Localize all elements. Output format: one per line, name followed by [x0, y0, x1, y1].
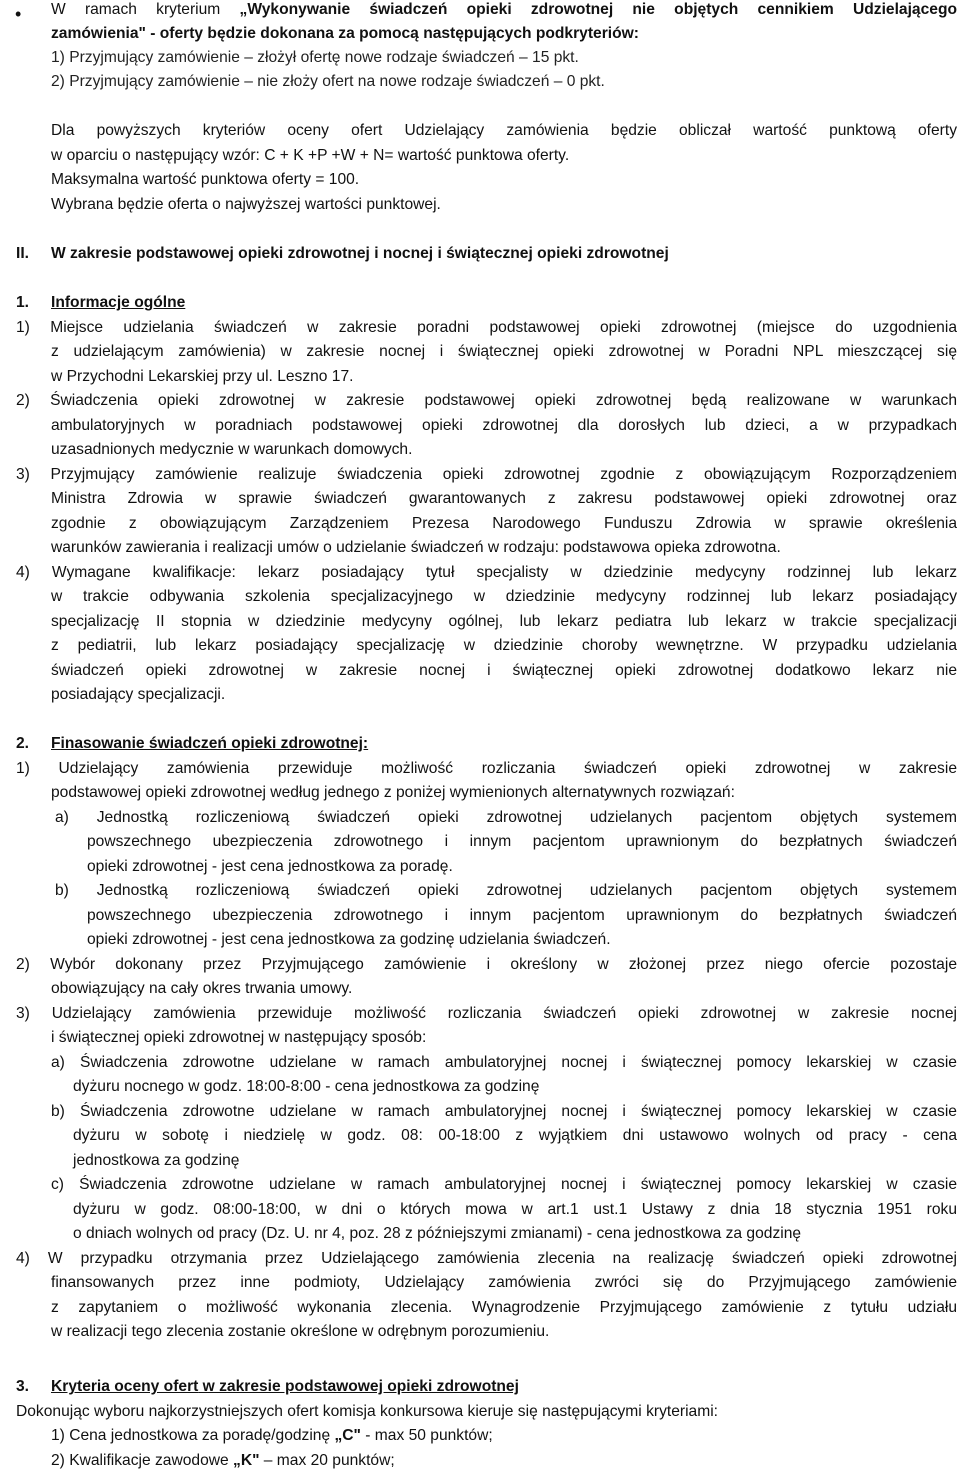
general-info-4-line6: posiadający specjalizacji.: [51, 686, 226, 703]
subsection-number-3: 3.: [16, 1378, 30, 1395]
subsection-title-general-info: Informacje ogólne: [51, 294, 186, 311]
general-info-1-line2: z udzielającym zamówienia) w zakresie nocnej i świątecznej opieki zdrowotnej w Poradni NPL mieszczącej się: [51, 343, 957, 360]
financing-1-line2: podstawowej opieki zdrowotnej według jednego z poniżej wymienionych alternatywnych rozwiązań:: [51, 784, 735, 801]
financing-3-line1: 3) Udzielający zamówienia przewiduje możliwość rozliczania świadczeń opieki zdrowotnej w zakresie nocnej: [16, 1005, 957, 1022]
subsection-title-financing: Finasowanie świadczeń opieki zdrowotnej:: [51, 735, 369, 752]
general-info-1-line3: w Przychodni Lekarskiej przy ul. Leszno 17.: [51, 368, 354, 385]
financing-3a-line2: dyżuru nocnego w godz. 18:00-8:00 - cena jednostkowa za godzinę: [73, 1078, 540, 1095]
scoring-text-line2: w oparciu o następujący wzór: C + K +P +W + N= wartość punktowa oferty.: [51, 147, 570, 164]
general-info-4-line1: 4) Wymagane kwalifikacje: lekarz posiadający tytuł specjalisty w dziedzinie medycyny rodzinnej lub lekarz: [16, 564, 957, 581]
general-info-3-line3: zgodnie z obowiązującym Zarządzeniem Prezesa Narodowego Funduszu Zdrowia w sprawie określenia: [51, 515, 957, 532]
financing-1a-line3: opieki zdrowotnej - jest cena jednostkowa za poradę.: [87, 858, 453, 875]
max-score-text: Maksymalna wartość punktowa oferty = 100.: [51, 171, 360, 188]
scoring-text-line1: Dla powyższych kryteriów oceny ofert Udzielający zamówienia będzie obliczał wartość punktową oferty: [51, 122, 957, 139]
criterion-intro-line1: W ramach kryterium „Wykonywanie świadczeń opieki zdrowotnej nie objętych cennikiem Udzielającego: [51, 1, 957, 18]
general-info-4-line3: specjalizację II stopnia w dziedzinie medycyny ogólnej, lub lekarz pediatra lub lekarz w trakcie specjalizacji: [51, 613, 957, 630]
general-info-4-line5: świadczeń opieki zdrowotnej w zakresie nocnej i świątecznej opieki zdrowotnej dodatkowo lekarz nie: [51, 662, 957, 679]
general-info-3-line1: 3) Przyjmujący zamówienie realizuje świadczenia opieki zdrowotnej zgodnie z obowiązującym Rozporządzeniem: [16, 466, 957, 483]
financing-1a-line1: a) Jednostką rozliczeniową świadczeń opieki zdrowotnej udzielanych pacjentom objętych systemem: [55, 809, 957, 826]
financing-4-line2: finansowanych przez inne podmioty, Udzielający zamówienia zwróci się do Przyjmującego zamówienie: [51, 1274, 957, 1291]
subcriterion-1: 1) Przyjmujący zamówienie – złożył ofertę nowe rodzaje świadczeń – 15 pkt.: [51, 49, 579, 66]
selection-rule-text: Wybrana będzie oferta o najwyższej wartości punktowej.: [51, 196, 441, 213]
financing-3b-line3: jednostkowa za godzinę: [73, 1152, 240, 1169]
section-number-ii: II.: [16, 245, 29, 262]
section-title-ii: W zakresie podstawowej opieki zdrowotnej i nocnej i świątecznej opieki zdrowotnej: [51, 245, 669, 262]
general-info-2-line1: 2) Świadczenia opieki zdrowotnej w zakresie podstawowej opieki zdrowotnej będą realizowane w warunkach: [16, 392, 957, 409]
financing-2-line2: obowiązujący na cały okres trwania umowy.: [51, 980, 353, 997]
general-info-2-line2: ambulatoryjnych w poradniach podstawowej opieki zdrowotnej dla dorosłych lub dzieci, a w przypadkach: [51, 417, 957, 434]
financing-4-line4: w realizacji tego zlecenia zostanie określone w odrębnym porozumieniu.: [51, 1323, 550, 1340]
criterion-qualifications: 2) Kwalifikacje zawodowe „K" – max 20 punktów;: [51, 1452, 395, 1469]
financing-3c-line1: c) Świadczenia zdrowotne udzielane w ramach ambulatoryjnej nocnej i świątecznej pomocy lekarskiej w czasie: [51, 1176, 957, 1193]
criterion-intro-line2: zamówienia" - oferty będzie dokonana za pomocą następujących podkryteriów:: [51, 25, 639, 42]
subcriterion-2: 2) Przyjmujący zamówienie – nie złoży ofert na nowe rodzaje świadczeń – 0 pkt.: [51, 73, 605, 90]
criteria-intro: Dokonując wyboru najkorzystniejszych ofert komisja konkursowa kieruje się następującymi kryteriami:: [16, 1403, 718, 1420]
financing-1b-line2: powszechnego ubezpieczenia zdrowotnego i innym pacjentom uprawnionym do bezpłatnych świadczeń: [87, 907, 957, 924]
financing-2-line1: 2) Wybór dokonany przez Przyjmującego zamówienie i określony w złożonej przez niego ofercie pozostaje: [16, 956, 957, 973]
financing-1a-line2: powszechnego ubezpieczenia zdrowotnego i innym pacjentom uprawnionym do bezpłatnych świadczeń: [87, 833, 957, 850]
general-info-1-line1: 1) Miejsce udzielania świadczeń w zakresie poradni podstawowej opieki zdrowotnej (miejsce do uzgodnienia: [16, 319, 957, 336]
criterion-price: 1) Cena jednostkowa za poradę/godzinę „C" - max 50 punktów;: [51, 1427, 493, 1444]
bullet-marker: •: [15, 4, 22, 24]
general-info-4-line2: w trakcie odbywania szkolenia specjalizacyjnego w dziedzinie medycyny rodzinnej lub lekarz posiadający: [51, 588, 957, 605]
financing-3-line2: i świątecznej opieki zdrowotnej w następujący sposób:: [51, 1029, 427, 1046]
financing-3a-line1: a) Świadczenia zdrowotne udzielane w ramach ambulatoryjnej nocnej i świątecznej pomocy lekarskiej w czasie: [51, 1054, 957, 1071]
financing-1b-line3: opieki zdrowotnej - jest cena jednostkowa za godzinę udzielania świadczeń.: [87, 931, 611, 948]
general-info-2-line3: uzasadnionych medycznie w warunkach domowych.: [51, 441, 413, 458]
financing-1b-line1: b) Jednostką rozliczeniową świadczeń opieki zdrowotnej udzielanych pacjentom objętych systemem: [55, 882, 957, 899]
general-info-3-line2: Ministra Zdrowia w sprawie świadczeń gwarantowanych z zakresu podstawowej opieki zdrowotnej oraz: [51, 490, 957, 507]
financing-3c-line3: o dniach wolnych od pracy (Dz. U. nr 4, poz. 28 z późniejszymi zmianami) - cena jednostkowa za godzinę: [73, 1225, 802, 1242]
financing-3b-line1: b) Świadczenia zdrowotne udzielane w ramach ambulatoryjnej nocnej i świątecznej pomocy lekarskiej w czasie: [51, 1103, 957, 1120]
financing-3b-line2: dyżuru w sobotę i niedzielę w godz. 08: 00-18:00 z wyjątkiem dni ustawowo wolnych od pracy - cena: [73, 1127, 957, 1144]
general-info-3-line4: warunków zawierania i realizacji umów o udzielanie świadczeń w rodzaju: podstawowa opieka zdrowotna.: [51, 539, 781, 556]
financing-4-line3: z zapytaniem o możliwość wykonania zlecenia. Wynagrodzenie Przyjmującego zamówienie z tytułu udziału: [51, 1299, 957, 1316]
financing-3c-line2: dyżuru w godz. 08:00-18:00, w dni o których mowa w art.1 ust.1 Ustawy z dnia 18 stycznia 1951 roku: [73, 1201, 957, 1218]
financing-4-line1: 4) W przypadku otrzymania przez Udzielającego zamówienia zlecenia na realizację świadczeń opieki zdrowotnej: [16, 1250, 957, 1267]
subsection-number-1: 1.: [16, 294, 30, 311]
general-info-4-line4: z pediatrii, lub lekarz posiadający specjalizację w dziedzinie choroby wewnętrzne. W przypadku udzielania: [51, 637, 957, 654]
subsection-number-2: 2.: [16, 735, 30, 752]
financing-1-line1: 1) Udzielający zamówienia przewiduje możliwość rozliczania świadczeń opieki zdrowotnej w zakresie: [16, 760, 957, 777]
subsection-title-criteria: Kryteria oceny ofert w zakresie podstawowej opieki zdrowotnej: [51, 1378, 519, 1395]
